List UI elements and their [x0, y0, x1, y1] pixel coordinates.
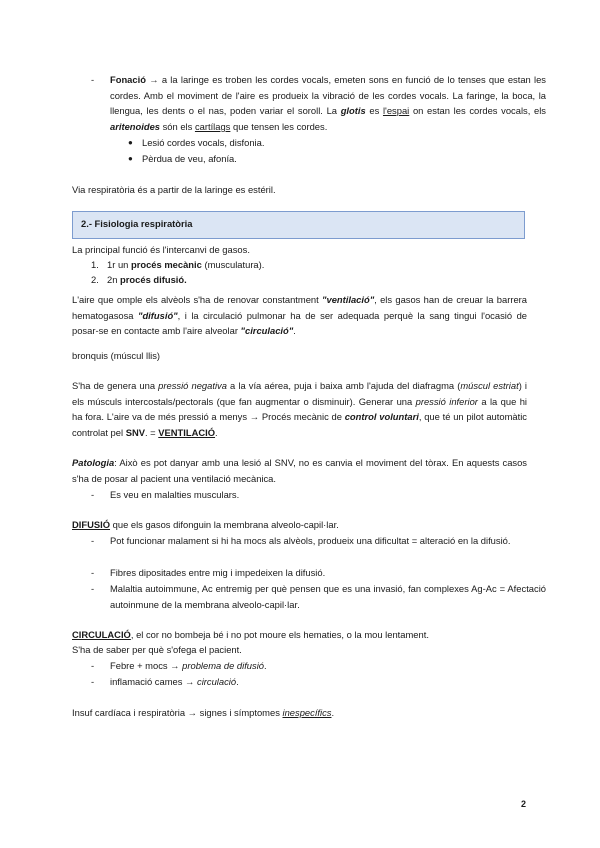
pressio-paragraph: S'ha de genera una pressió negativa a la vía aérea, puja i baixa amb l'ajuda del diafragma (múscul estriat) i els músculs intercostals/pectorals (que fan augmentar o disminuir). Generar una pressió inferior a la que hi ha fora. L'aire va de més pressió a menys → Procés mecànic de control voluntari, que té un pilot automàtic controlat pel SNV. = VENTILACIÓ.	[72, 380, 528, 438]
bullet-icon: ●	[128, 154, 133, 163]
list-item: - Fibres dipositades entre mig i impedeixen la difusió.	[91, 567, 326, 578]
circulacio-line2: S'ha de saber per què s'ofega el pacient.	[72, 644, 242, 655]
difusio-label: DIFUSIÓ	[72, 519, 111, 530]
list-item: - inflamació cames → circulació.	[91, 676, 239, 687]
patologia-label: Patologia	[72, 457, 115, 468]
glotis-term: glotis	[340, 105, 366, 117]
numbered-item: 1. 1r un procés mecànic (musculatura).	[91, 259, 265, 270]
insuf-paragraph: Insuf cardíaca i respiratòria → signes i símptomes inespecífics.	[72, 707, 335, 718]
section-title: 2.- Fisiologia respiratòria	[81, 218, 193, 229]
dash-marker: -	[91, 74, 95, 85]
list-item: ● Pèrdua de veu, afonía.	[128, 151, 237, 167]
cartilags-term: cartílags	[194, 120, 231, 132]
intro-line: La principal funció és l'intercanvi de gasos.	[72, 244, 250, 255]
circulacio-paragraph: CIRCULACIÓ, el cor no bombeja bé i no pot moure els hematies, o la mou lentament.	[72, 629, 429, 640]
via-esteril-paragraph: Via respiratòria és a partir de la laringe es estéril.	[72, 184, 276, 195]
list-item: - Febre + mocs → problema de difusió.	[91, 660, 267, 671]
page-number: 2	[521, 799, 527, 809]
fonacio-item: - Fonació → a la laringe es troben les cordes vocals, emeten sons en funció de lo tenses que estan les cordes. Amb el moviment de l'aire es produeix la vibració de les cordes vocals. La faringe, la boca, la llengua, les dents o el nas, poden variar el soroll. La glotis es l'espai on estan les cordes vocals, els aritenoides són els cartílags que tensen les cordes.	[91, 74, 546, 132]
list-item: ● Lesió cordes vocals, disfonia.	[128, 135, 264, 151]
bronquis-line: bronquis (múscul llis)	[72, 350, 161, 361]
numbered-item: 2. 2n procés difusió.	[91, 274, 187, 285]
list-item: - Malaltia autoimmune, Ac entremig per què pensen que es una invasió, fan complexes Ag-Ac = Afectació autoinmune de la membrana alveolo-capil·lar.	[91, 583, 546, 610]
aritenoides-term: aritenoides	[110, 120, 161, 132]
circulacio-label: CIRCULACIÓ	[72, 629, 131, 640]
list-item: - Pot funcionar malament si hi ha mocs als alvèols, produeix una dificultat = alteració en la difusió.	[91, 535, 511, 546]
fonacio-term: Fonació	[110, 74, 146, 85]
section-header	[72, 211, 525, 239]
difusio-paragraph: DIFUSIÓ que els gasos difonguin la membrana alveolo-capil·lar.	[72, 519, 339, 530]
list-item: - Es veu en malalties musculars.	[91, 489, 240, 500]
ventilacio-paragraph: L'aire que omple els alvèols s'ha de renovar constantment "ventilació", els gasos han de creuar la barrera hematogasosa "difusió", i la circulació pulmonar ha de ser adequada perquè la sang tingui l'ocasió de posar-se en contacte amb l'aire alveolar "circulació".	[72, 294, 527, 337]
patologia-paragraph: Patologia: Això es pot danyar amb una lesió al SNV, no es canvia el moviment del tòrax. En aquests casos s'ha de posar al pacient una ventilació mecànica.	[72, 457, 527, 484]
espai-term: l'espai	[382, 105, 410, 117]
bullet-icon: ●	[128, 138, 133, 147]
